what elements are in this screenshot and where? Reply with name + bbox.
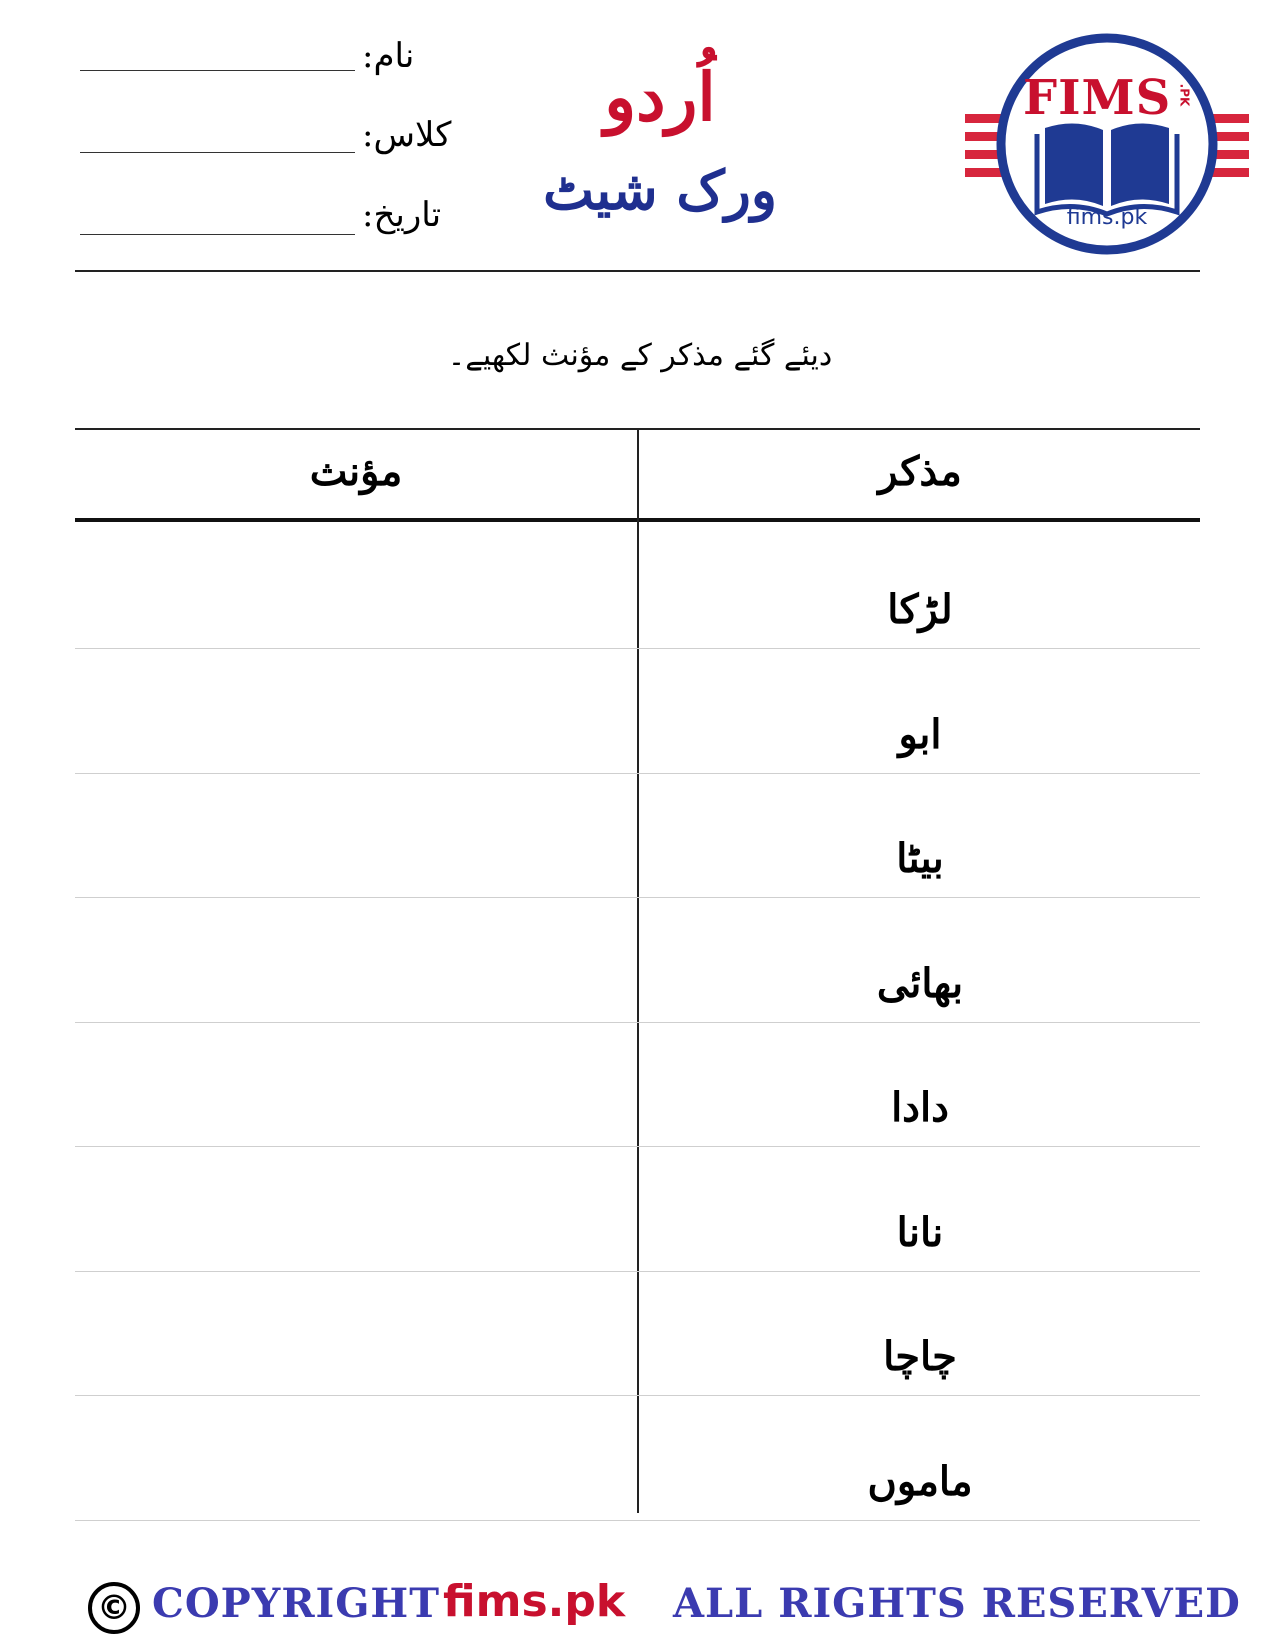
feminine-answer-cell[interactable]: [75, 912, 635, 1020]
row-divider: [75, 1146, 1200, 1147]
copyright-text: COPYRIGHT: [152, 1580, 440, 1627]
footer-site-link[interactable]: fims.pk: [443, 1576, 626, 1627]
worksheet-subtitle: ورک شیٹ: [543, 158, 777, 222]
masculine-word: بیٹا: [896, 835, 944, 882]
worksheet-title: اُردو: [604, 58, 716, 136]
feminine-answer-cell[interactable]: [75, 1410, 635, 1518]
row-divider: [75, 1520, 1200, 1521]
row-divider: [75, 1271, 1200, 1272]
masculine-word: بھائی: [876, 960, 964, 1007]
fims-logo: [965, 28, 1255, 260]
masculine-word: ابو: [898, 711, 942, 758]
table-column-divider: [637, 428, 639, 1513]
row-divider: [75, 1395, 1200, 1396]
feminine-answer-cell[interactable]: [75, 663, 635, 771]
rights-text: ALL RIGHTS RESERVED: [673, 1580, 1241, 1627]
masculine-word: ماموں: [867, 1458, 973, 1505]
feminine-answer-cell[interactable]: [75, 1161, 635, 1269]
copyright-footer: [88, 1576, 1241, 1640]
class-label: کلاس:: [362, 115, 452, 155]
row-divider: [75, 1022, 1200, 1023]
masculine-word: دادا: [891, 1084, 949, 1131]
instruction-text: دیئے گئے مذکر کے مؤنث لکھیے۔: [447, 338, 833, 373]
masculine-word: لڑکا: [887, 586, 953, 633]
header-divider: [75, 270, 1200, 272]
row-divider: [75, 897, 1200, 898]
header-feminine: مؤنث: [309, 448, 403, 495]
date-label: تاریخ:: [362, 195, 442, 235]
date-line[interactable]: [80, 234, 355, 235]
feminine-answer-cell[interactable]: [75, 1285, 635, 1393]
feminine-answer-cell[interactable]: [75, 787, 635, 895]
logo-site: fims.pk: [1066, 205, 1148, 230]
logo-brand: FIMS: [1023, 70, 1172, 126]
name-line[interactable]: [80, 70, 355, 71]
name-label: نام:: [362, 36, 415, 76]
masculine-word: چاچا: [883, 1333, 957, 1380]
logo-suffix: .PK: [1177, 83, 1192, 107]
header-masculine: مذکر: [878, 448, 962, 495]
row-divider: [75, 773, 1200, 774]
copyright-icon: ©: [88, 1582, 140, 1634]
row-divider: [75, 648, 1200, 649]
class-line[interactable]: [80, 152, 355, 153]
masculine-word: نانا: [896, 1209, 944, 1256]
feminine-answer-cell[interactable]: [75, 538, 635, 646]
feminine-answer-cell[interactable]: [75, 1036, 635, 1144]
